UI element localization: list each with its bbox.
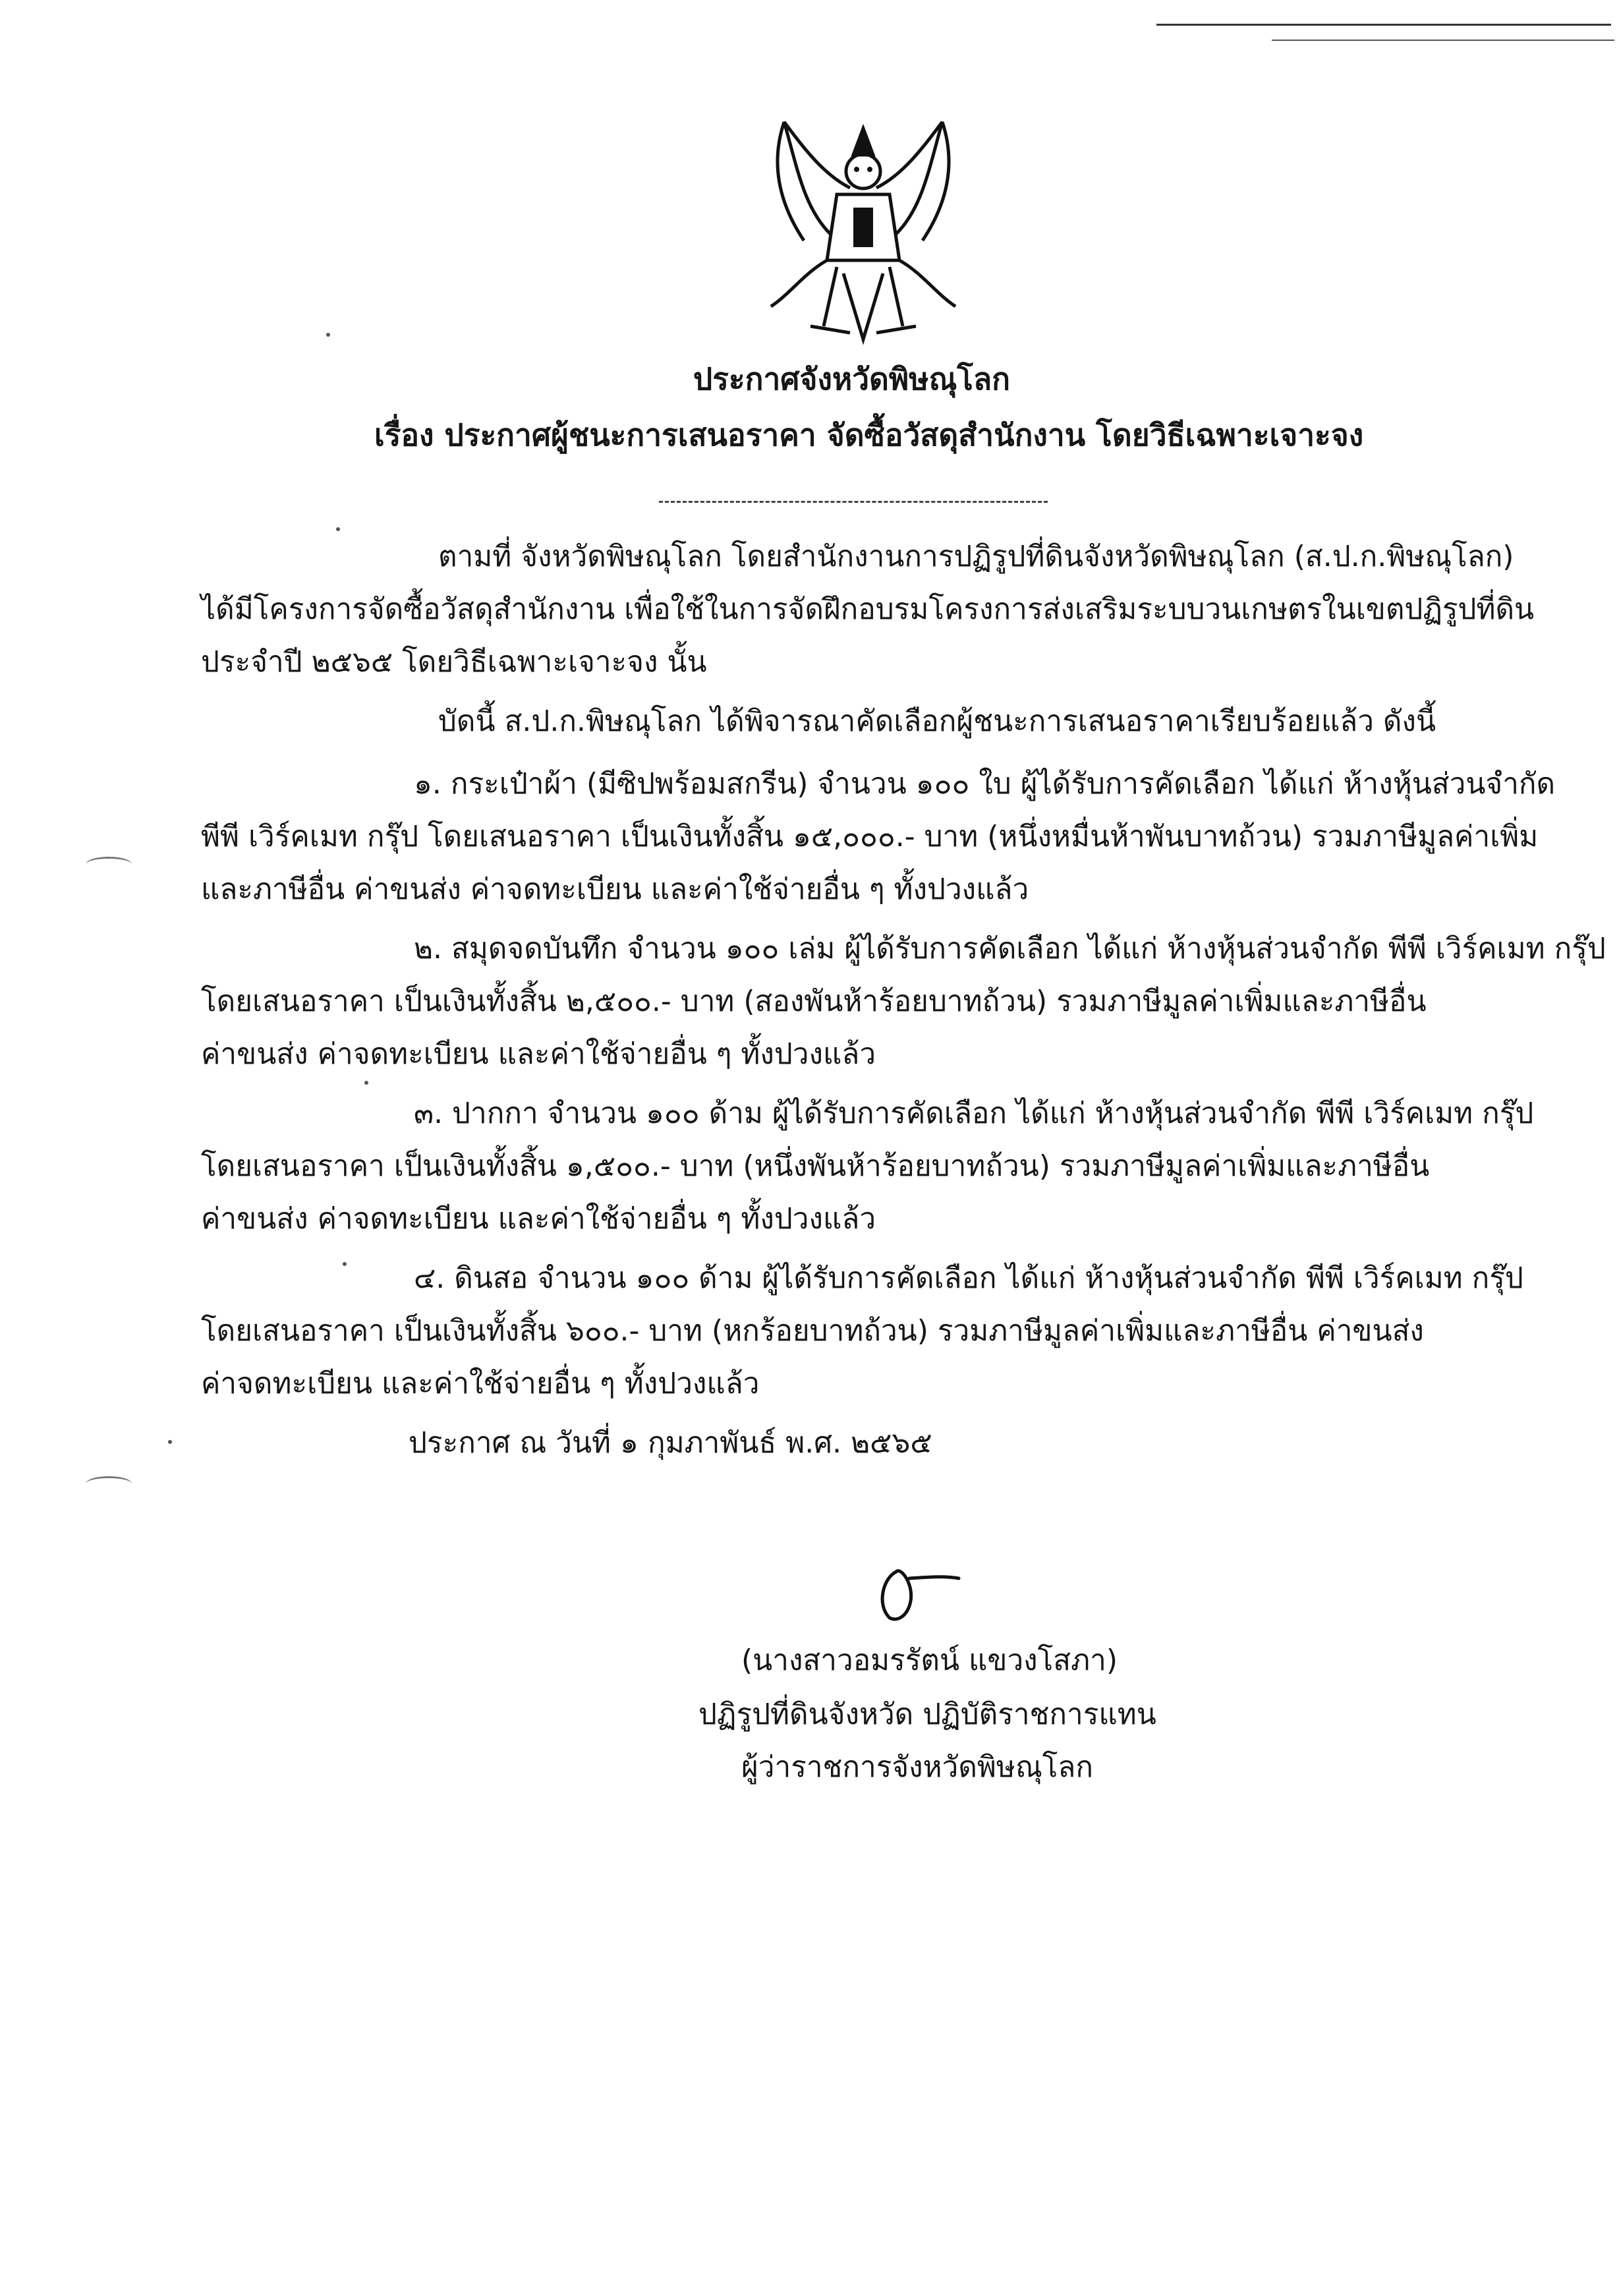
item-1-line-2: พีพี เวิร์คเมท กรุ๊ป โดยเสนอราคา เป็นเงินทั้งสิ้น ๑๕,๐๐๐.- บาท (หนึ่งหมื่นห้าพันบาทถ้วน) รวมภาษีมูลค่าเพิ่ม — [201, 820, 1539, 853]
item-1-line-3: และภาษีอื่น ค่าขนส่ง ค่าจดทะเบียน และค่าใช้จ่ายอื่น ๆ ทั้งปวงแล้ว — [201, 873, 1029, 906]
scan-dot — [343, 1262, 347, 1266]
item-3-line-2: โดยเสนอราคา เป็นเงินทั้งสิ้น ๑,๕๐๐.- บาท (หนึ่งพันห้าร้อยบาทถ้วน) รวมภาษีมูลค่าเพิ่มและภาษีอื่น — [201, 1149, 1430, 1183]
intro-line-3: ประจำปี ๒๕๖๕ โดยวิธีเฉพาะเจาะจง นั้น — [201, 645, 707, 679]
signatory-name: (นางสาวอมรรัตน์ แขวงโสภา) — [741, 1644, 1118, 1677]
signatory-position-1: ปฏิรูปที่ดินจังหวัด ปฏิบัติราชการแทน — [698, 1698, 1156, 1731]
top-rule — [1156, 24, 1611, 26]
signatory-position-2: ผู้ว่าราชการจังหวัดพิษณุโลก — [741, 1750, 1093, 1784]
signature-icon — [870, 1559, 962, 1631]
date-line: ประกาศ ณ วันที่ ๑ กุมภาพันธ์ พ.ศ. ๒๕๖๕ — [409, 1426, 932, 1460]
announce-line: บัดนี้ ส.ป.ก.พิษณุโลก ได้พิจารณาคัดเลือกผู้ชนะการเสนอราคาเรียบร้อยแล้ว ดังนี้ — [438, 704, 1436, 738]
top-rule-2 — [1272, 40, 1614, 41]
item-2-line-1: ๒. สมุดจดบันทึก จำนวน ๑๐๐ เล่ม ผู้ได้รับการคัดเลือก ได้แก่ ห้างหุ้นส่วนจำกัด พีพี เวิร์คเมท กรุ๊ป — [414, 932, 1606, 965]
intro-line-1: ตามที่ จังหวัดพิษณุโลก โดยสำนักงานการปฏิรูปที่ดินจังหวัดพิษณุโลก (ส.ป.ก.พิษณุโลก) — [438, 540, 1514, 573]
heading-line-1: ประกาศจังหวัดพิษณุโลก — [693, 361, 1011, 397]
scan-dot — [168, 1440, 172, 1444]
scan-dot — [336, 527, 340, 531]
item-2-line-2: โดยเสนอราคา เป็นเงินทั้งสิ้น ๒,๕๐๐.- บาท (สองพันห้าร้อยบาทถ้วน) รวมภาษีมูลค่าเพิ่มและภาษีอื่น — [201, 985, 1427, 1018]
heading-divider — [659, 501, 1048, 503]
item-2-line-3: ค่าขนส่ง ค่าจดทะเบียน และค่าใช้จ่ายอื่น ๆ ทั้งปวงแล้ว — [201, 1037, 876, 1071]
scan-dot — [326, 333, 330, 337]
item-4-line-1: ๔. ดินสอ จำนวน ๑๐๐ ด้าม ผู้ได้รับการคัดเลือก ได้แก่ ห้างหุ้นส่วนจำกัด พีพี เวิร์คเมท กรุ๊ป — [414, 1261, 1523, 1295]
item-3-line-3: ค่าขนส่ง ค่าจดทะเบียน และค่าใช้จ่ายอื่น ๆ ทั้งปวงแล้ว — [201, 1202, 876, 1236]
garuda-emblem-icon — [758, 109, 969, 356]
scan-dot — [364, 1081, 368, 1085]
intro-line-2: ได้มีโครงการจัดซื้อวัสดุสำนักงาน เพื่อใช้ในการจัดฝึกอบรมโครงการส่งเสริมระบบวนเกษตรในเขตปฏิรูปที่ดิน — [201, 592, 1535, 626]
item-4-line-3: ค่าจดทะเบียน และค่าใช้จ่ายอื่น ๆ ทั้งปวงแล้ว — [201, 1367, 760, 1400]
item-3-line-1: ๓. ปากกา จำนวน ๑๐๐ ด้าม ผู้ได้รับการคัดเลือก ได้แก่ ห้างหุ้นส่วนจำกัด พีพี เวิร์คเมท กรุ๊ป — [414, 1097, 1534, 1130]
item-1-line-1: ๑. กระเป๋าผ้า (มีซิปพร้อมสกรีน) จำนวน ๑๐๐ ใบ ผู้ได้รับการคัดเลือก ได้แก่ ห้างหุ้นส่วนจำกัด — [414, 767, 1556, 801]
scan-mark — [86, 1476, 132, 1491]
scan-mark — [86, 857, 132, 872]
heading-line-2: เรื่อง ประกาศผู้ชนะการเสนอราคา จัดซื้อวัสดุสำนักงาน โดยวิธีเฉพาะเจาะจง — [374, 417, 1364, 453]
item-4-line-2: โดยเสนอราคา เป็นเงินทั้งสิ้น ๖๐๐.- บาท (หกร้อยบาทถ้วน) รวมภาษีมูลค่าเพิ่มและภาษีอื่น ค่าขนส่ง — [201, 1314, 1424, 1348]
